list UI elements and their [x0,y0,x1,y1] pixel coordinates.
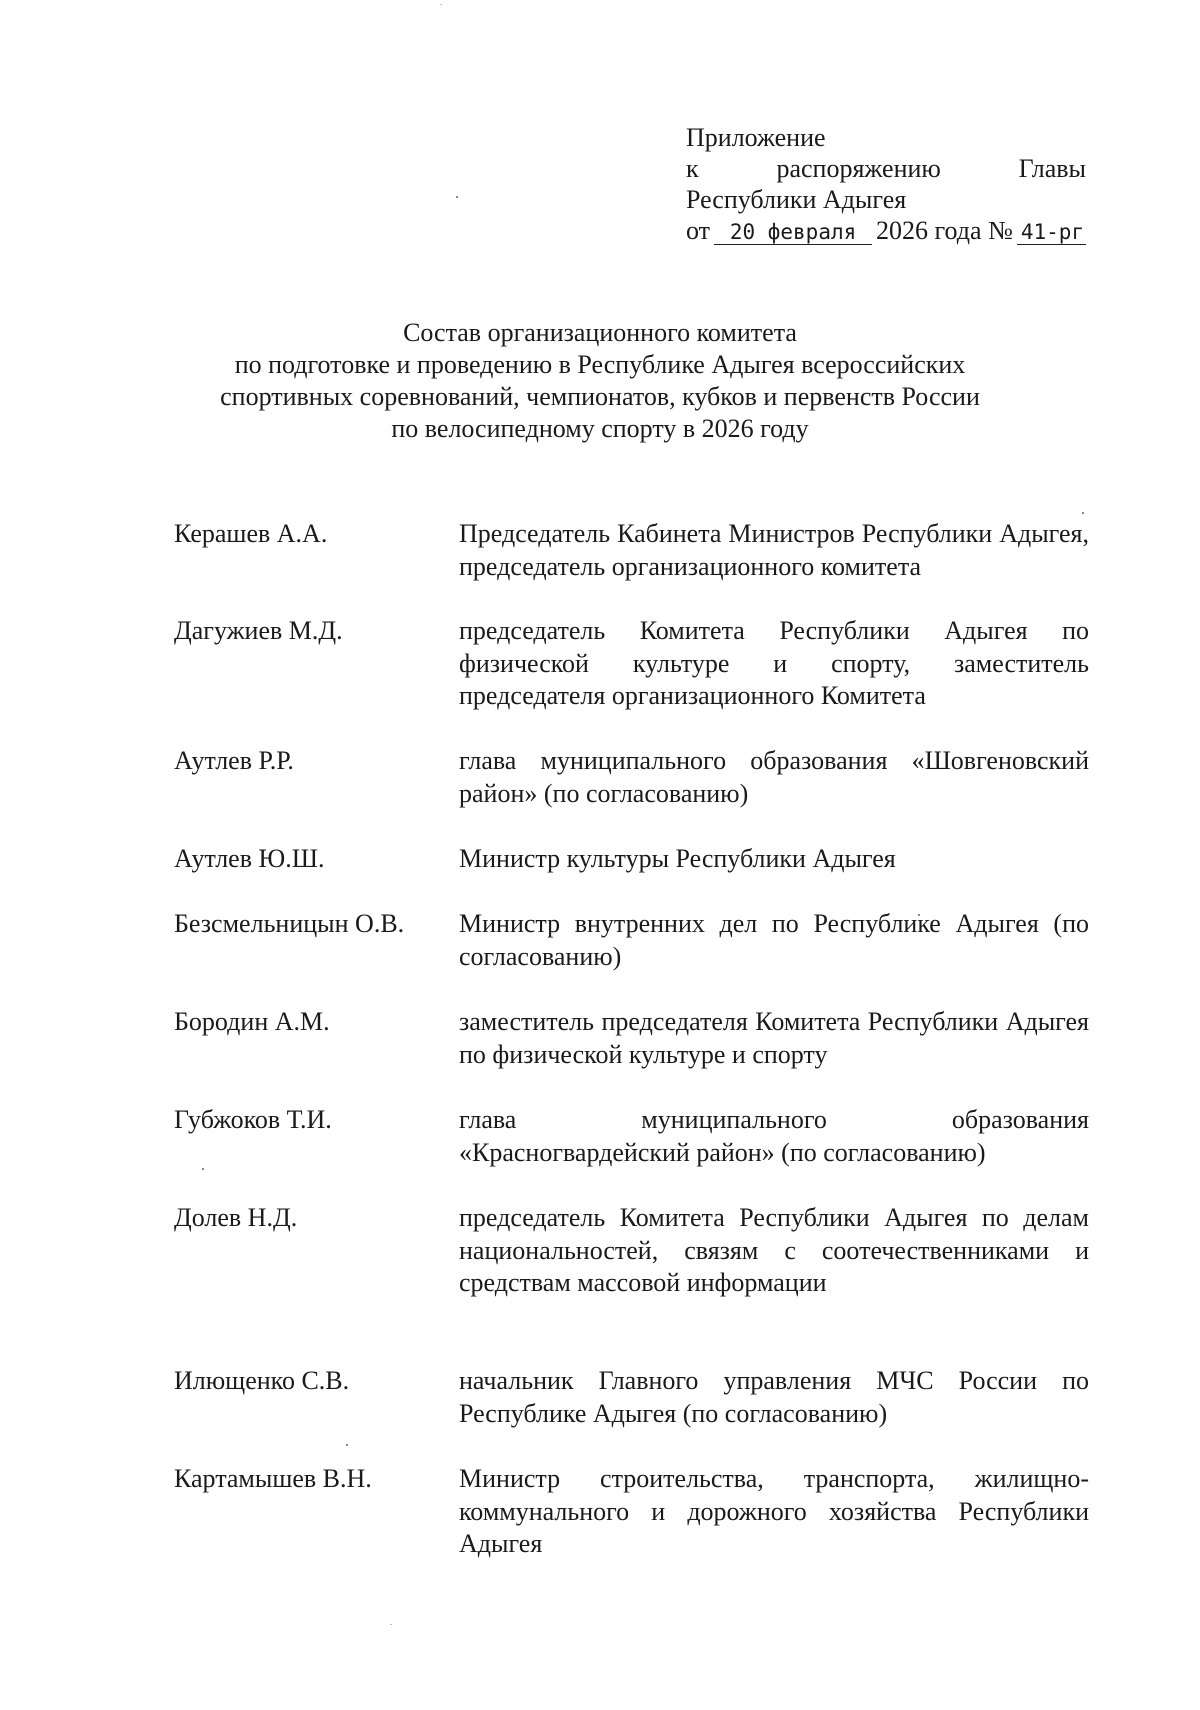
date-suffix: 2026 года № [876,216,1013,245]
appendix-line-3: Республики Адыгея [686,185,907,214]
member-role: заместитель председателя Комитета Республики Адыгея по физической культуре и спорту [459,1007,1089,1069]
appendix-line-2 [686,153,1086,184]
scan-speck [346,1444,348,1446]
member-name: Дагужиев М.Д. [174,616,343,645]
member-role: начальник Главного управления МЧС России по Республике Адыгея (по согласованию) [459,1366,1089,1428]
member-role: председатель Комитета Республики Адыгея по делам национальностей, связям с соотечественниками и средствам массовой информации [459,1203,1089,1297]
date-fill: 20 февраля [714,220,872,245]
member-role: Председатель Кабинета Министров Республики Адыгея, председатель организационного комитета [459,519,1089,581]
appendix-word: распоряжению [776,154,941,183]
document-title [100,317,1100,445]
title-line: по подготовке и проведению в Республике Адыгея всероссийских [234,350,966,379]
appendix-header [686,122,1086,246]
member-name: Картамышев В.Н. [174,1464,372,1493]
member-name: Аутлев Ю.Ш. [174,844,325,873]
appendix-line-1: Приложение [686,123,826,152]
appendix-word: к [686,154,699,183]
appendix-word: Главы [1018,154,1086,183]
date-prefix: от [686,216,711,245]
scan-speck [202,1168,204,1170]
member-name: Керашев А.А. [174,519,328,548]
scan-speck [440,4,442,5]
member-name: Аутлев Р.Р. [174,746,294,775]
scan-speck [390,1624,392,1625]
member-name: Илющенко С.В. [174,1366,350,1395]
scan-speck [1082,512,1084,514]
member-role: глава муниципального образования «Шовгеновский район» (по согласованию) [459,746,1089,808]
member-name: Губжоков Т.И. [174,1105,332,1134]
member-name: Безсмельницын О.В. [174,909,405,938]
member-role: глава муниципального образования «Красногвардейский район» (по согласованию) [459,1105,1089,1167]
member-role: Министр культуры Республики Адыгея [459,844,896,873]
scan-speck [456,196,458,198]
member-name: Долев Н.Д. [174,1203,298,1232]
title-line: спортивных соревнований, чемпионатов, кубков и первенств России [220,382,980,411]
appendix-date-line [686,215,1086,246]
member-role: Министр строительства, транспорта, жилищно-коммунального и дорожного хозяйства Республики Адыгея [459,1464,1089,1558]
number-fill: 41-рг [1017,220,1086,245]
member-role: Министр внутренних дел по Республике Адыгея (по согласованию) [459,909,1089,971]
member-role: председатель Комитета Республики Адыгея по физической культуре и спорту, заместитель председателя организационного Комитета [459,616,1089,710]
member-name: Бородин А.М. [174,1007,330,1036]
title-line: по велосипедному спорту в 2026 году [391,414,809,443]
title-line: Состав организационного комитета [403,318,797,347]
